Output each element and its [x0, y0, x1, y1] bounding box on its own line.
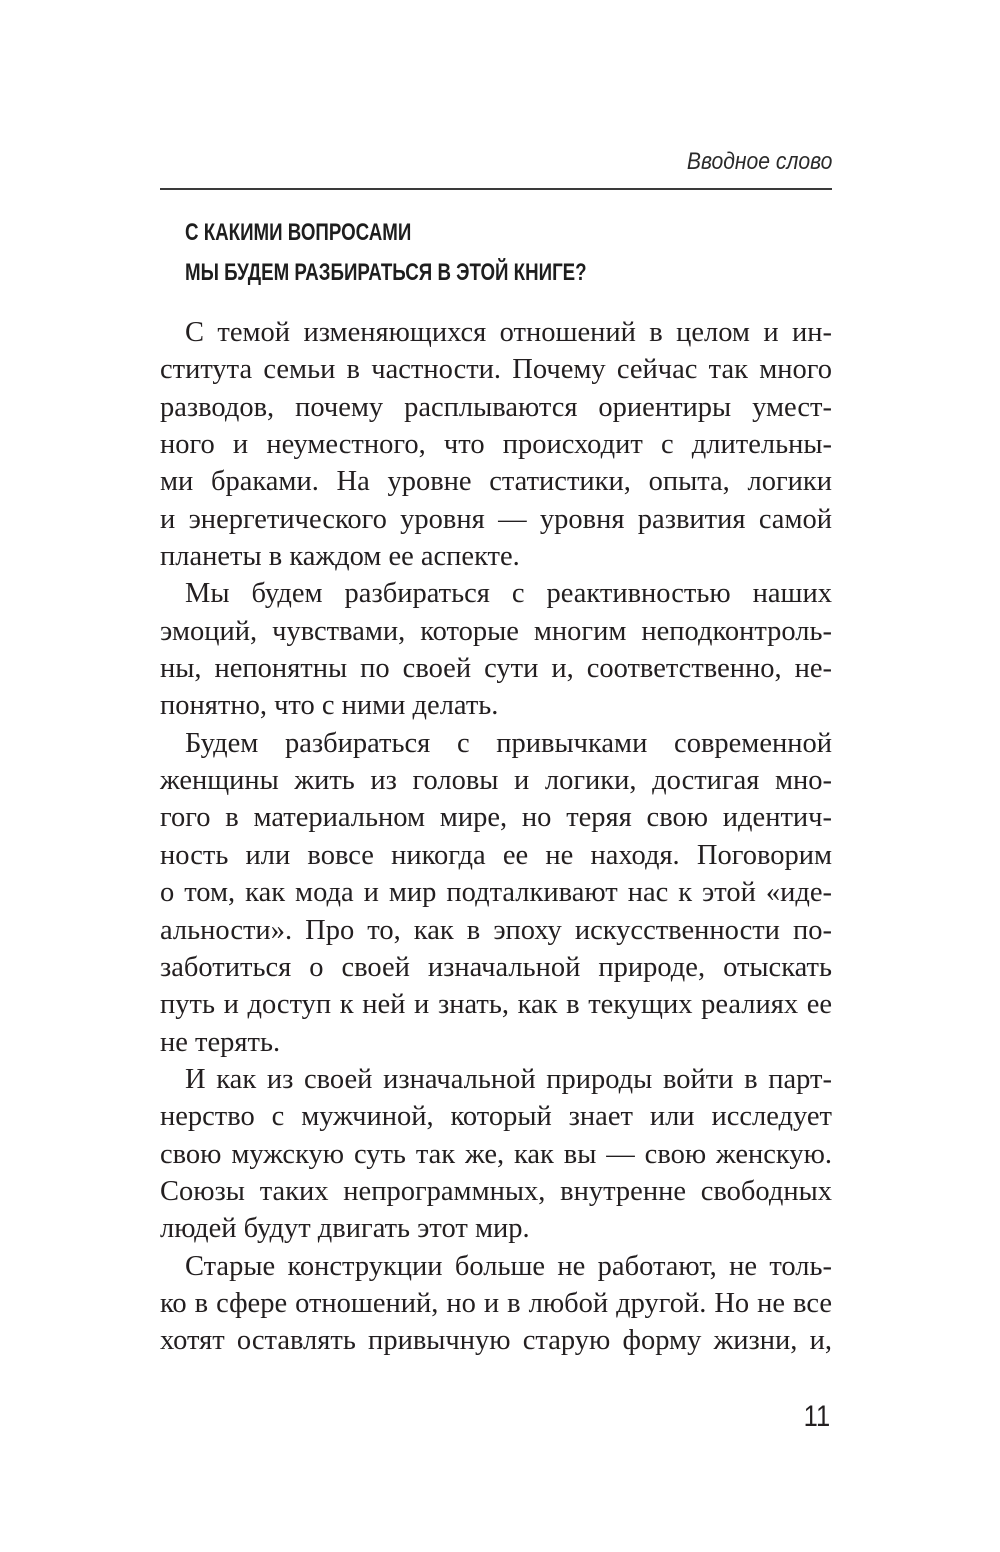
body-text	[160, 314, 832, 1360]
text-line: планеты в каждом ее аспекте.	[160, 541, 520, 573]
text-line: И как из своей изначальной природы войти в парт-	[185, 1063, 832, 1095]
text-line: Старые конструкции больше не работают, не толь-	[185, 1250, 832, 1282]
page-number: 11	[803, 1400, 830, 1433]
header-rule	[160, 188, 832, 190]
text-line: нерство с мужчиной, который знает или исследует	[160, 1101, 832, 1133]
text-line: разводов, почему расплываются ориентиры умест-	[160, 391, 832, 423]
text-line: ми браками. На уровне статистики, опыта, логики	[160, 466, 832, 498]
text-line: Мы будем разбираться с реактивностью наших	[185, 578, 832, 610]
text-line: и энергетического уровня — уровня развития самой	[160, 503, 832, 535]
running-head: Вводное слово	[686, 148, 832, 175]
text-line: С темой изменяющихся отношений в целом и ин-	[185, 317, 832, 348]
text-line: хотят оставлять привычную старую форму жизни, и,	[160, 1325, 832, 1357]
text-line: путь и доступ к ней и знать, как в текущих реалиях ее	[160, 989, 832, 1021]
text-line: ного и неуместного, что происходит с длительны-	[160, 429, 832, 461]
text-line: ность или вовсе никогда ее не находя. Поговорим	[160, 839, 832, 871]
text-line: ститута семьи в частности. Почему сейчас так много	[160, 354, 832, 386]
section-heading-line-2: МЫ БУДЕМ РАЗБИРАТЬСЯ В ЭТОЙ КНИГЕ?	[185, 259, 587, 286]
text-line: ко в сфере отношений, но и в любой другой. Но не все	[160, 1287, 832, 1319]
text-line: альности». Про то, как в эпоху искусственности по-	[160, 914, 832, 946]
text-line: женщины жить из головы и логики, достигая мно-	[160, 765, 832, 797]
text-line: эмоций, чувствами, которые многим неподконтроль-	[160, 615, 832, 647]
text-line: людей будут двигать этот мир.	[160, 1213, 530, 1245]
text-line: заботиться о своей изначальной природе, отыскать	[160, 951, 832, 983]
text-line: гого в материальном мире, но теряя свою идентич-	[160, 802, 832, 834]
text-line: Союзы таких непрограммных, внутренне свободных	[160, 1175, 832, 1207]
text-line: Будем разбираться с привычками современной	[185, 727, 832, 759]
text-line: понятно, что с ними делать.	[160, 690, 499, 722]
text-line: ны, непонятны по своей сути и, соответственно, не-	[160, 653, 832, 685]
text-line: свою мужскую суть так же, как вы — свою женскую.	[160, 1138, 832, 1170]
section-heading-line-1: С КАКИМИ ВОПРОСАМИ	[185, 219, 412, 246]
text-line: о том, как мода и мир подталкивают нас к этой «иде-	[160, 877, 832, 909]
text-line: не терять.	[160, 1026, 281, 1058]
